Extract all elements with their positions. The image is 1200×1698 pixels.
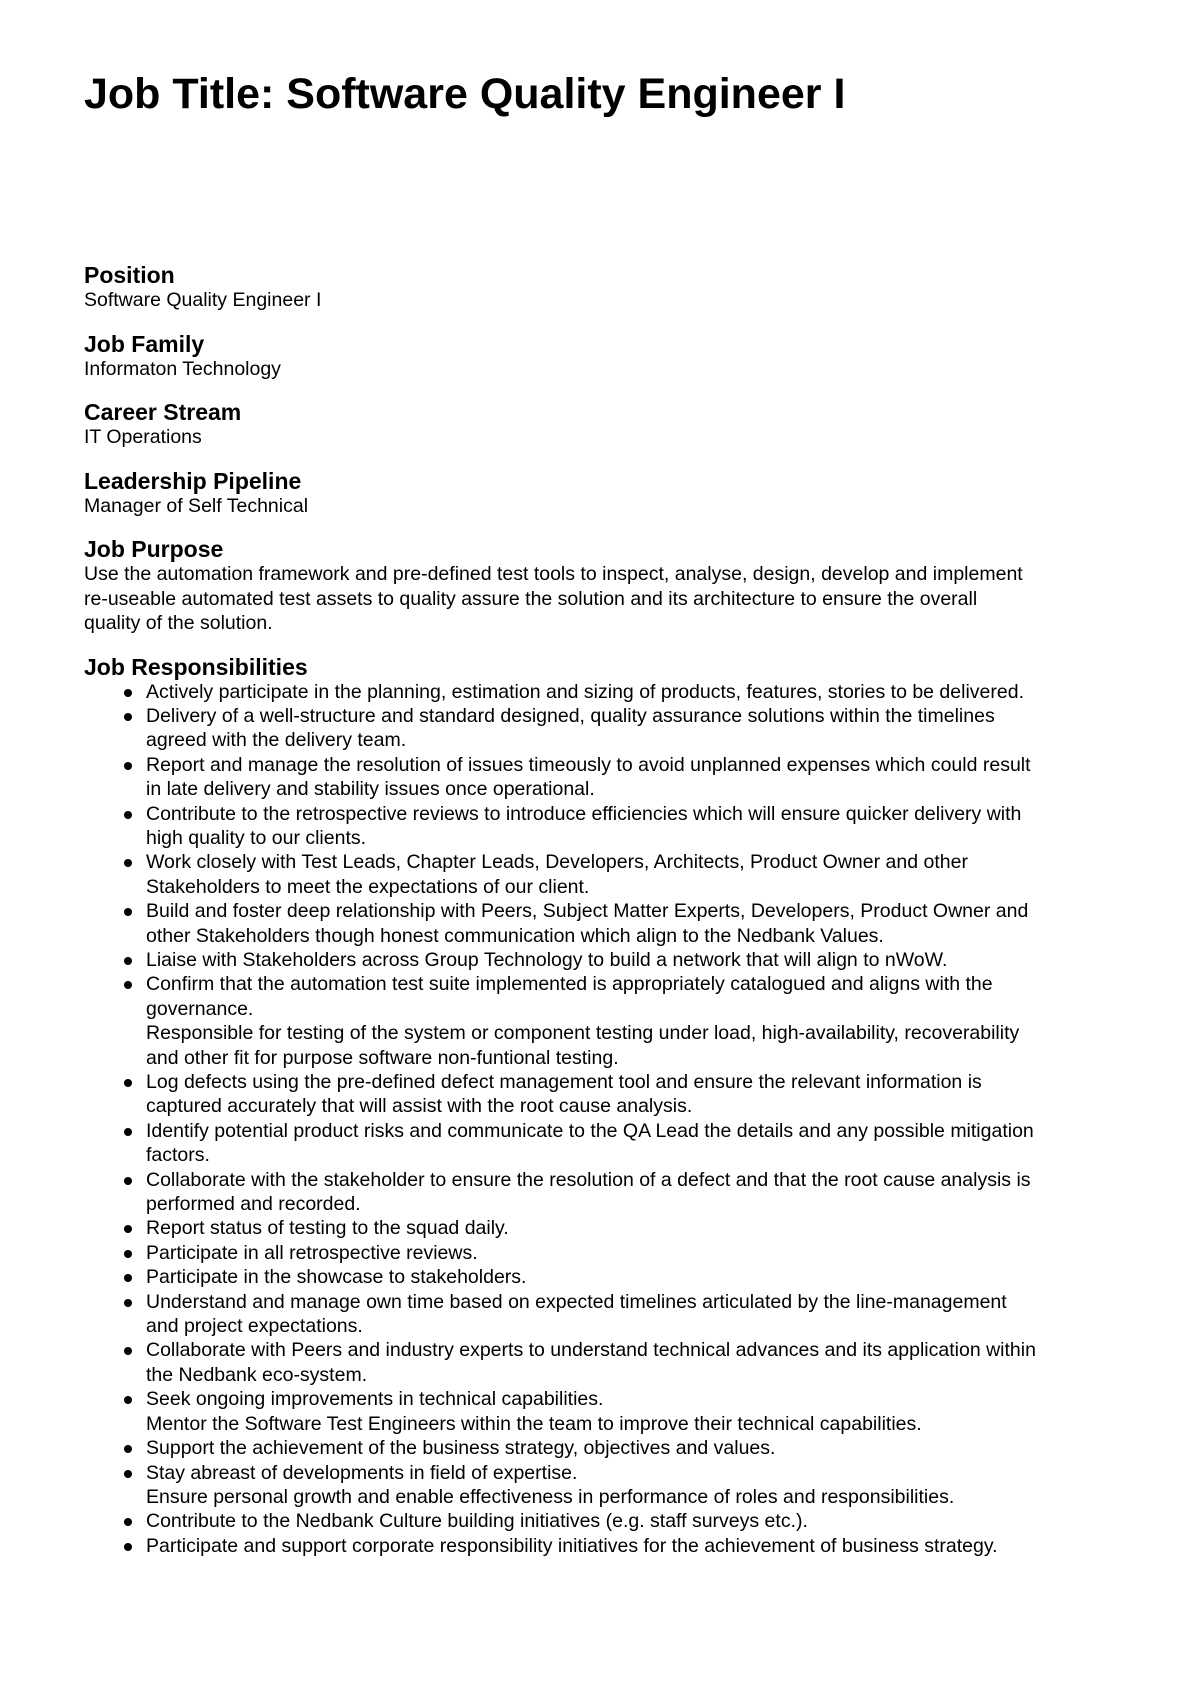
responsibility-text: Collaborate with the stakeholder to ensure the resolution of a defect and that the root cause analysis is performed and recorded. <box>146 1168 1031 1216</box>
position-section <box>84 262 1134 313</box>
bullet-icon <box>124 811 132 819</box>
bullet-icon <box>124 762 132 770</box>
job-family-section <box>84 331 1134 382</box>
bullet-icon <box>124 1225 132 1233</box>
bullet-icon <box>124 1347 132 1355</box>
page-title: Job Title: Software Quality Engineer I <box>84 70 846 118</box>
job-family-heading: Job Family <box>84 330 205 357</box>
responsibility-item <box>84 899 1134 948</box>
responsibility-item <box>84 972 1134 1070</box>
leadership-pipeline-section <box>84 468 1134 519</box>
responsibility-item <box>84 1436 1134 1460</box>
responsibility-text: Log defects using the pre-defined defect management tool and ensure the relevant information is captured accurately that will assist with the root cause analysis. <box>146 1071 982 1118</box>
responsibility-text: Stay abreast of developments in field of expertise. Ensure personal growth and enable effectiveness in performance of roles and responsibilities. <box>146 1461 955 1508</box>
position-value: Software Quality Engineer I <box>84 289 322 311</box>
responsibility-item <box>84 1119 1134 1168</box>
bullet-icon <box>124 1445 132 1453</box>
responsibility-text: Collaborate with Peers and industry experts to understand technical advances and its application within the Nedbank eco-system. <box>146 1339 1036 1386</box>
responsibility-text: Seek ongoing improvements in technical capabilities. Mentor the Software Test Engineers within the team to improve their technical capabilities. <box>146 1388 922 1435</box>
responsibility-item <box>84 948 1134 972</box>
responsibility-item <box>84 753 1134 802</box>
bullet-icon <box>124 1274 132 1282</box>
responsibility-item <box>84 1534 1134 1558</box>
responsibility-item <box>84 802 1134 851</box>
career-stream-heading: Career Stream <box>84 399 242 425</box>
job-family-value: Informaton Technology <box>84 357 281 380</box>
bullet-icon <box>124 1250 132 1258</box>
bullet-icon <box>124 1396 132 1404</box>
responsibility-text: Confirm that the automation test suite implemented is appropriately catalogued and aligns with the governance. Responsible for testing of the system or component testing under load, high-availability, recoverability and other fit for purpose software non-funtional testing. <box>146 973 1020 1069</box>
bullet-icon <box>124 713 132 721</box>
bullet-icon <box>124 1470 132 1478</box>
bullet-icon <box>124 689 132 697</box>
responsibility-text: Participate and support corporate responsibility initiatives for the achievement of business strategy. <box>146 1534 998 1557</box>
job-purpose-section <box>84 536 1134 636</box>
responsibility-text: Liaise with Stakeholders across Group Technology to build a network that will align to nWoW. <box>146 948 948 971</box>
bullet-icon <box>124 1177 132 1185</box>
responsibility-text: Report and manage the resolution of issues timeously to avoid unplanned expenses which could result in late delivery and stability issues once operational. <box>146 753 1031 801</box>
bullet-icon <box>124 1299 132 1307</box>
responsibility-text: Actively participate in the planning, estimation and sizing of products, features, stories to be delivered. <box>146 680 1024 703</box>
leadership-pipeline-value: Manager of Self Technical <box>84 494 309 517</box>
responsibility-text: Delivery of a well-structure and standard designed, quality assurance solutions within the timelines agreed with the delivery team. <box>146 704 995 752</box>
bullet-icon <box>124 1079 132 1087</box>
responsibility-text: Build and foster deep relationship with Peers, Subject Matter Experts, Developers, Product Owner and other Stakeholders though honest communication which align to the Nedbank Values. <box>146 900 1029 947</box>
responsibility-text: Identify potential product risks and communicate to the QA Lead the details and any possible mitigation factors. <box>146 1119 1034 1167</box>
responsibility-text: Work closely with Test Leads, Chapter Leads, Developers, Architects, Product Owner and other Stakeholders to meet the expectations of our client. <box>146 851 968 898</box>
bullet-icon <box>124 1543 132 1551</box>
responsibility-item <box>84 1338 1134 1387</box>
bullet-icon <box>124 981 132 989</box>
responsibility-text: Support the achievement of the business strategy, objectives and values. <box>146 1437 776 1460</box>
responsibility-text: Understand and manage own time based on expected timelines articulated by the line-management and project expectations. <box>146 1290 1007 1338</box>
responsibility-item <box>84 1265 1134 1289</box>
responsibility-text: Contribute to the retrospective reviews to introduce efficiencies which will ensure quicker delivery with high quality to our clients. <box>146 802 1022 849</box>
position-heading: Position <box>84 262 175 288</box>
responsibility-item <box>84 1070 1134 1119</box>
responsibility-item <box>84 1290 1134 1339</box>
responsibility-item <box>84 1241 1134 1265</box>
career-stream-section <box>84 399 1134 450</box>
responsibility-text: Report status of testing to the squad daily. <box>146 1217 509 1240</box>
job-purpose-value: Use the automation framework and pre-defined test tools to inspect, analyse, design, develop and implement re-useable automated test assets to quality assure the solution and its architecture to ensure the overall quality of the solution. <box>84 563 1023 634</box>
career-stream-value: IT Operations <box>84 426 202 448</box>
responsibility-item <box>84 704 1134 753</box>
responsibility-item <box>84 1168 1134 1217</box>
job-details <box>84 262 1134 1576</box>
job-responsibilities-section <box>84 654 1134 1559</box>
responsibility-text: Contribute to the Nedbank Culture building initiatives (e.g. staff surveys etc.). <box>146 1510 808 1533</box>
responsibility-text: Participate in all retrospective reviews. <box>146 1241 478 1264</box>
responsibility-item <box>84 680 1134 704</box>
job-purpose-heading: Job Purpose <box>84 536 224 562</box>
responsibility-item <box>84 850 1134 899</box>
leadership-pipeline-heading: Leadership Pipeline <box>84 467 302 494</box>
bullet-icon <box>124 1518 132 1526</box>
responsibility-item <box>84 1509 1134 1533</box>
bullet-icon <box>124 957 132 965</box>
job-responsibilities-heading: Job Responsibilities <box>84 653 308 680</box>
bullet-icon <box>124 859 132 867</box>
bullet-icon <box>124 908 132 916</box>
bullet-icon <box>124 1128 132 1136</box>
responsibility-item <box>84 1216 1134 1240</box>
responsibility-text: Participate in the showcase to stakeholders. <box>146 1266 527 1289</box>
responsibility-item <box>84 1461 1134 1510</box>
responsibilities-list <box>84 680 1134 1559</box>
responsibility-item <box>84 1387 1134 1436</box>
